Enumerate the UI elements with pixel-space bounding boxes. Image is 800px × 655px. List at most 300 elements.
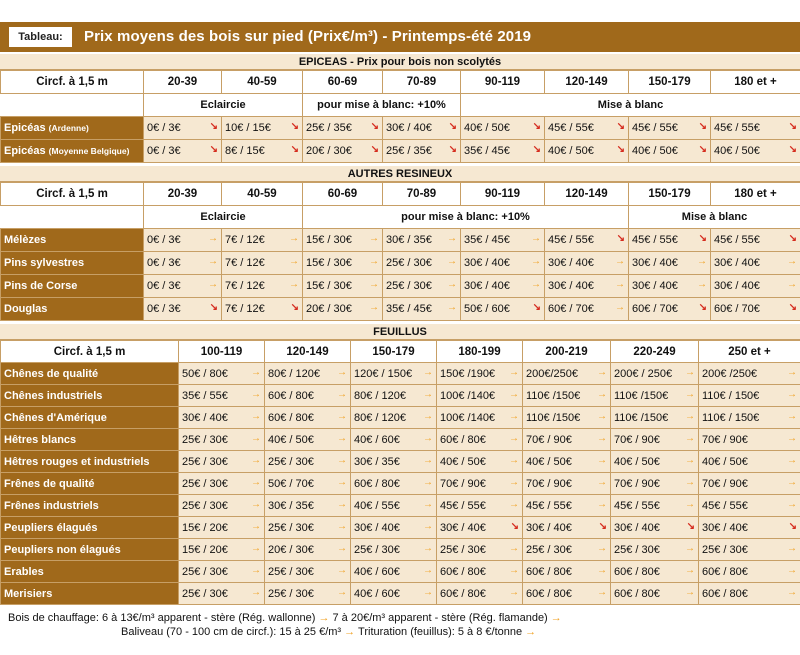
column-header: 60-69 — [303, 71, 383, 94]
price-cell — [179, 429, 265, 451]
arrow-right-icon: → — [509, 367, 519, 378]
feuillus-section — [0, 324, 800, 605]
arrow-right-icon: → — [423, 389, 433, 400]
price-value: 25€ / 35€ — [386, 145, 432, 157]
price-cell — [545, 252, 629, 275]
arrow-down-right-icon: ↘ — [510, 521, 519, 532]
price-cell — [437, 473, 523, 495]
arrow-right-icon: → — [597, 477, 607, 488]
price-value: 60€ / 80€ — [614, 587, 660, 600]
price-value: 100€ /140€ — [440, 411, 496, 424]
arrow-right-icon: → — [531, 233, 541, 244]
column-header: 180 et + — [711, 183, 800, 206]
table-row — [1, 495, 800, 517]
table-row — [1, 539, 800, 561]
price-cell — [265, 363, 351, 385]
row-label-name: Chênes industriels — [4, 389, 103, 402]
price-value: 40€ / 50€ — [440, 455, 486, 468]
price-value: 110€ / 150€ — [702, 389, 760, 402]
row-label — [1, 583, 179, 605]
row-label-name: Chênes de qualité — [4, 367, 99, 380]
price-value: 30€ / 40€ — [632, 257, 678, 269]
price-cell — [711, 140, 800, 163]
price-cell — [699, 583, 800, 605]
arrow-right-icon: → — [369, 256, 379, 267]
arrow-right-icon: → — [787, 367, 797, 378]
price-cell — [144, 229, 222, 252]
arrow-right-icon: → — [697, 279, 707, 290]
arrow-right-icon: → — [337, 455, 347, 466]
arrow-right-icon: → — [615, 256, 625, 267]
arrow-right-icon: → — [337, 587, 347, 598]
arrow-right-icon: → — [423, 367, 433, 378]
price-value: 50€ / 60€ — [464, 303, 510, 315]
price-cell — [523, 429, 611, 451]
price-value: 25€ / 30€ — [386, 280, 432, 292]
price-cell — [711, 117, 800, 140]
table-row — [1, 385, 800, 407]
arrow-right-icon: → — [423, 411, 433, 422]
price-cell — [351, 517, 437, 539]
price-value: 25€ / 30€ — [440, 543, 486, 556]
price-value: 30€ / 35€ — [268, 499, 314, 512]
category-row — [1, 206, 800, 229]
price-value: 70€ / 90€ — [702, 477, 748, 490]
row-label — [1, 495, 179, 517]
price-cell — [383, 117, 461, 140]
arrow-right-icon: → — [597, 543, 607, 554]
arrow-right-icon: → — [337, 389, 347, 400]
price-cell — [699, 495, 800, 517]
arrow-right-icon: → — [597, 587, 607, 598]
price-value: 120€ / 150€ — [354, 367, 413, 380]
price-cell — [179, 407, 265, 429]
arrow-down-right-icon: ↘ — [698, 302, 707, 313]
price-value: 15€ / 20€ — [182, 521, 228, 534]
price-cell — [265, 407, 351, 429]
price-value: 8€ / 15€ — [225, 145, 265, 157]
price-value: 110€ /150€ — [614, 389, 669, 402]
price-value: 70€ / 90€ — [702, 433, 748, 446]
price-value: 10€ / 15€ — [225, 122, 271, 134]
row-label — [1, 385, 179, 407]
price-cell — [699, 407, 800, 429]
price-cell — [545, 275, 629, 298]
price-cell — [179, 583, 265, 605]
price-value: 60€ / 80€ — [354, 477, 400, 490]
price-value: 30€ / 40€ — [354, 521, 400, 534]
price-value: 100€ /140€ — [440, 389, 496, 402]
arrow-right-icon: → — [615, 302, 625, 313]
arrow-right-icon: → — [597, 411, 607, 422]
arrow-right-icon: → — [447, 256, 457, 267]
price-cell — [545, 298, 629, 321]
feuillus-table — [0, 340, 800, 605]
price-value: 30€ / 40€ — [440, 521, 486, 534]
price-cell — [699, 473, 800, 495]
row-label-name: Pins sylvestres — [4, 257, 85, 269]
row-label — [1, 363, 179, 385]
price-cell — [611, 363, 699, 385]
price-value: 60€ / 70€ — [714, 303, 760, 315]
price-value: 40€ / 50€ — [548, 145, 594, 157]
arrow-right-icon: → — [597, 565, 607, 576]
table-row — [1, 363, 800, 385]
price-cell — [611, 517, 699, 539]
price-cell — [179, 561, 265, 583]
price-value: 0€ / 3€ — [147, 303, 181, 315]
row-label — [1, 473, 179, 495]
price-cell — [144, 140, 222, 163]
arrow-down-right-icon: ↘ — [698, 144, 707, 155]
price-value: 200€ /250€ — [702, 367, 758, 380]
footer-line-2 — [0, 625, 800, 639]
price-value: 40€ / 50€ — [526, 455, 572, 468]
page-title: Prix moyens des bois sur pied (Prix€/m³) - Printemps-été 2019 — [84, 28, 532, 45]
column-header: 120-149 — [545, 71, 629, 94]
price-cell — [699, 561, 800, 583]
arrow-right-icon: → — [251, 477, 261, 488]
column-header: 250 et + — [699, 341, 800, 363]
price-cell — [303, 298, 383, 321]
category-eclaircie: Eclaircie — [144, 206, 303, 229]
arrow-right-icon: → — [787, 543, 797, 554]
price-value: 15€ / 30€ — [306, 234, 352, 246]
price-cell — [383, 252, 461, 275]
arrow-down-right-icon: ↘ — [370, 144, 379, 155]
price-value: 30€ / 40€ — [548, 280, 594, 292]
arrow-right-icon: → — [251, 455, 261, 466]
table-row — [1, 473, 800, 495]
row-label-note: (Moyenne Belgique) — [48, 146, 130, 156]
arrow-right-icon: → — [525, 626, 537, 638]
price-cell — [545, 140, 629, 163]
price-value: 60€ / 80€ — [702, 565, 748, 578]
price-value: 30€ / 40€ — [714, 257, 760, 269]
row-label-name: Epicéas — [4, 145, 46, 157]
price-cell — [611, 407, 699, 429]
category-blank-cell — [1, 206, 144, 229]
arrow-right-icon: → — [509, 455, 519, 466]
price-cell — [461, 229, 545, 252]
arrow-down-right-icon: ↘ — [616, 233, 625, 244]
arrow-right-icon: → — [597, 455, 607, 466]
price-value: 45€ / 55€ — [614, 499, 660, 512]
price-value: 40€ / 50€ — [268, 433, 314, 446]
price-value: 60€ / 80€ — [440, 587, 486, 600]
row-label — [1, 429, 179, 451]
row-label-note: (Ardenne) — [48, 123, 89, 133]
price-cell — [265, 583, 351, 605]
price-cell — [265, 561, 351, 583]
price-value: 30€ / 40€ — [702, 521, 748, 534]
price-value: 25€ / 30€ — [702, 543, 748, 556]
title-bar — [0, 22, 800, 52]
table-row — [1, 275, 800, 298]
price-cell — [629, 298, 711, 321]
arrow-right-icon: → — [251, 587, 261, 598]
row-label — [1, 561, 179, 583]
arrow-right-icon: → — [509, 477, 519, 488]
price-cell — [265, 539, 351, 561]
price-cell — [629, 140, 711, 163]
price-cell — [461, 117, 545, 140]
epiceas-table — [0, 70, 800, 163]
price-cell — [611, 473, 699, 495]
arrow-right-icon: → — [597, 499, 607, 510]
arrow-right-icon: → — [251, 411, 261, 422]
price-cell — [222, 298, 303, 321]
price-cell — [351, 583, 437, 605]
arrow-right-icon: → — [251, 543, 261, 554]
title-tag: Tableau: — [9, 27, 72, 47]
arrow-right-icon: → — [509, 499, 519, 510]
price-cell — [629, 229, 711, 252]
price-cell — [699, 539, 800, 561]
price-cell — [523, 561, 611, 583]
arrow-down-right-icon: ↘ — [616, 121, 625, 132]
footer-trituration: Trituration (feuillus): 5 à 8 €/tonne — [358, 626, 523, 638]
price-value: 60€ / 80€ — [268, 411, 314, 424]
arrow-right-icon: → — [423, 455, 433, 466]
price-value: 70€ / 90€ — [440, 477, 486, 490]
arrow-right-icon: → — [685, 455, 695, 466]
column-header: 60-69 — [303, 183, 383, 206]
price-value: 45€ / 55€ — [632, 234, 678, 246]
arrow-right-icon: → — [509, 543, 519, 554]
price-value: 45€ / 55€ — [440, 499, 486, 512]
column-header: 90-119 — [461, 183, 545, 206]
row-label — [1, 117, 144, 140]
price-value: 60€ / 70€ — [632, 303, 678, 315]
price-value: 60€ / 80€ — [440, 565, 486, 578]
price-cell — [179, 539, 265, 561]
price-value: 25€ / 30€ — [614, 543, 660, 556]
price-cell — [351, 473, 437, 495]
row-label-name: Frênes de qualité — [4, 477, 95, 490]
arrow-right-icon: → — [337, 477, 347, 488]
row-label — [1, 451, 179, 473]
price-cell — [523, 363, 611, 385]
price-value: 30€ / 35€ — [386, 234, 432, 246]
row-label-name: Douglas — [4, 303, 48, 315]
price-value: 200€ / 250€ — [614, 367, 673, 380]
epiceas-section — [0, 54, 800, 163]
arrow-right-icon: → — [337, 433, 347, 444]
price-value: 0€ / 3€ — [147, 234, 181, 246]
price-value: 7€ / 12€ — [225, 234, 265, 246]
price-cell — [437, 583, 523, 605]
price-cell — [265, 517, 351, 539]
arrow-right-icon: → — [787, 279, 797, 290]
price-value: 110€ /150€ — [526, 411, 581, 424]
price-cell — [179, 495, 265, 517]
price-cell — [523, 451, 611, 473]
header-circumference-label: Circf. à 1,5 m — [1, 71, 144, 94]
column-header: 180-199 — [437, 341, 523, 363]
arrow-right-icon: → — [423, 521, 433, 532]
arrow-right-icon: → — [509, 565, 519, 576]
price-cell — [383, 298, 461, 321]
arrow-down-right-icon: ↘ — [370, 121, 379, 132]
arrow-right-icon: → — [685, 389, 695, 400]
price-value: 40€ / 50€ — [702, 455, 748, 468]
arrow-right-icon: → — [787, 455, 797, 466]
price-cell — [461, 140, 545, 163]
arrow-down-right-icon: ↘ — [290, 144, 299, 155]
arrow-right-icon: → — [597, 389, 607, 400]
price-value: 70€ / 90€ — [614, 433, 660, 446]
price-value: 30€ / 40€ — [386, 122, 432, 134]
price-value: 0€ / 3€ — [147, 280, 181, 292]
price-value: 35€ / 45€ — [464, 145, 510, 157]
table-row — [1, 252, 800, 275]
arrow-down-right-icon: ↘ — [448, 121, 457, 132]
column-header: 120-149 — [265, 341, 351, 363]
price-cell — [437, 429, 523, 451]
arrow-right-icon: → — [509, 433, 519, 444]
table-row — [1, 298, 800, 321]
arrow-right-icon: → — [251, 433, 261, 444]
price-value: 70€ / 90€ — [614, 477, 660, 490]
price-value: 7€ / 12€ — [225, 303, 265, 315]
column-header: 200-219 — [523, 341, 611, 363]
arrow-right-icon: → — [208, 279, 218, 290]
arrow-right-icon: → — [423, 587, 433, 598]
arrow-right-icon: → — [697, 256, 707, 267]
arrow-right-icon: → — [318, 612, 330, 624]
price-value: 20€ / 30€ — [306, 303, 352, 315]
price-cell — [383, 140, 461, 163]
price-cell — [437, 363, 523, 385]
price-value: 60€ / 80€ — [440, 433, 486, 446]
price-value: 30€ / 35€ — [354, 455, 400, 468]
arrow-right-icon: → — [369, 279, 379, 290]
arrow-right-icon: → — [787, 256, 797, 267]
arrow-right-icon: → — [337, 565, 347, 576]
arrow-right-icon: → — [787, 433, 797, 444]
category-eclaircie: Eclaircie — [144, 94, 303, 117]
price-value: 45€ / 55€ — [548, 122, 594, 134]
arrow-right-icon: → — [423, 477, 433, 488]
arrow-right-icon: → — [289, 256, 299, 267]
column-header: 100-119 — [179, 341, 265, 363]
price-cell — [523, 473, 611, 495]
arrow-right-icon: → — [597, 367, 607, 378]
price-value: 25€ / 30€ — [268, 521, 314, 534]
arrow-right-icon: → — [251, 521, 261, 532]
arrow-right-icon: → — [787, 411, 797, 422]
price-cell — [265, 385, 351, 407]
arrow-down-right-icon: ↘ — [290, 121, 299, 132]
arrow-right-icon: → — [251, 389, 261, 400]
price-value: 15€ / 20€ — [182, 543, 228, 556]
price-cell — [437, 407, 523, 429]
arrow-down-right-icon: ↘ — [209, 144, 218, 155]
arrow-right-icon: → — [344, 626, 356, 638]
footer-line-1 — [0, 611, 800, 625]
price-cell — [461, 298, 545, 321]
arrow-down-right-icon: ↘ — [532, 302, 541, 313]
arrow-right-icon: → — [685, 587, 695, 598]
arrow-right-icon: → — [615, 279, 625, 290]
price-value: 30€ / 40€ — [464, 257, 510, 269]
price-value: 45€ / 55€ — [526, 499, 572, 512]
price-cell — [179, 473, 265, 495]
header-row — [1, 183, 800, 206]
column-header: 20-39 — [144, 183, 222, 206]
price-cell — [699, 385, 800, 407]
price-cell — [265, 473, 351, 495]
price-value: 60€ / 80€ — [526, 587, 572, 600]
arrow-down-right-icon: ↘ — [686, 521, 695, 532]
arrow-right-icon: → — [337, 521, 347, 532]
price-value: 35€ / 45€ — [386, 303, 432, 315]
row-label-name: Mélèzes — [4, 234, 47, 246]
header-circumference-label: Circf. à 1,5 m — [1, 341, 179, 363]
price-value: 30€ / 40€ — [182, 411, 228, 424]
price-cell — [611, 385, 699, 407]
price-value: 25€ / 30€ — [268, 455, 314, 468]
price-cell — [611, 429, 699, 451]
arrow-right-icon: → — [337, 367, 347, 378]
price-cell — [351, 363, 437, 385]
footer-firewood-flamande: 7 à 20€/m³ apparent - stère (Rég. flamande) — [332, 612, 548, 624]
table-row — [1, 117, 800, 140]
price-value: 0€ / 3€ — [147, 145, 181, 157]
price-cell — [545, 229, 629, 252]
arrow-right-icon: → — [685, 499, 695, 510]
price-cell — [699, 517, 800, 539]
price-cell — [179, 451, 265, 473]
header-row — [1, 71, 800, 94]
arrow-right-icon: → — [531, 256, 541, 267]
footer-baliveau: Baliveau (70 - 100 cm de circf.): 15 à 25 €/m³ — [121, 626, 342, 638]
price-value: 40€ / 60€ — [354, 565, 400, 578]
category-row — [1, 94, 800, 117]
price-value: 40€ / 55€ — [354, 499, 400, 512]
price-cell — [699, 429, 800, 451]
price-value: 25€ / 30€ — [182, 587, 228, 600]
price-cell — [265, 451, 351, 473]
arrow-down-right-icon: ↘ — [698, 233, 707, 244]
arrow-right-icon: → — [685, 565, 695, 576]
price-value: 0€ / 3€ — [147, 257, 181, 269]
price-value: 25€ / 30€ — [182, 433, 228, 446]
price-cell — [437, 517, 523, 539]
price-cell — [144, 117, 222, 140]
price-cell — [545, 117, 629, 140]
price-cell — [629, 275, 711, 298]
price-value: 30€ / 40€ — [714, 280, 760, 292]
arrow-right-icon: → — [509, 587, 519, 598]
price-value: 40€ / 50€ — [714, 145, 760, 157]
price-cell — [265, 429, 351, 451]
row-label-name: Epicéas — [4, 122, 46, 134]
price-cell — [523, 385, 611, 407]
price-cell — [303, 140, 383, 163]
arrow-right-icon: → — [423, 565, 433, 576]
price-cell — [303, 275, 383, 298]
row-label — [1, 275, 144, 298]
price-cell — [144, 298, 222, 321]
row-label — [1, 407, 179, 429]
price-cell — [523, 407, 611, 429]
price-cell — [711, 252, 800, 275]
row-label — [1, 298, 144, 321]
arrow-down-right-icon: ↘ — [616, 144, 625, 155]
column-header: 220-249 — [611, 341, 699, 363]
